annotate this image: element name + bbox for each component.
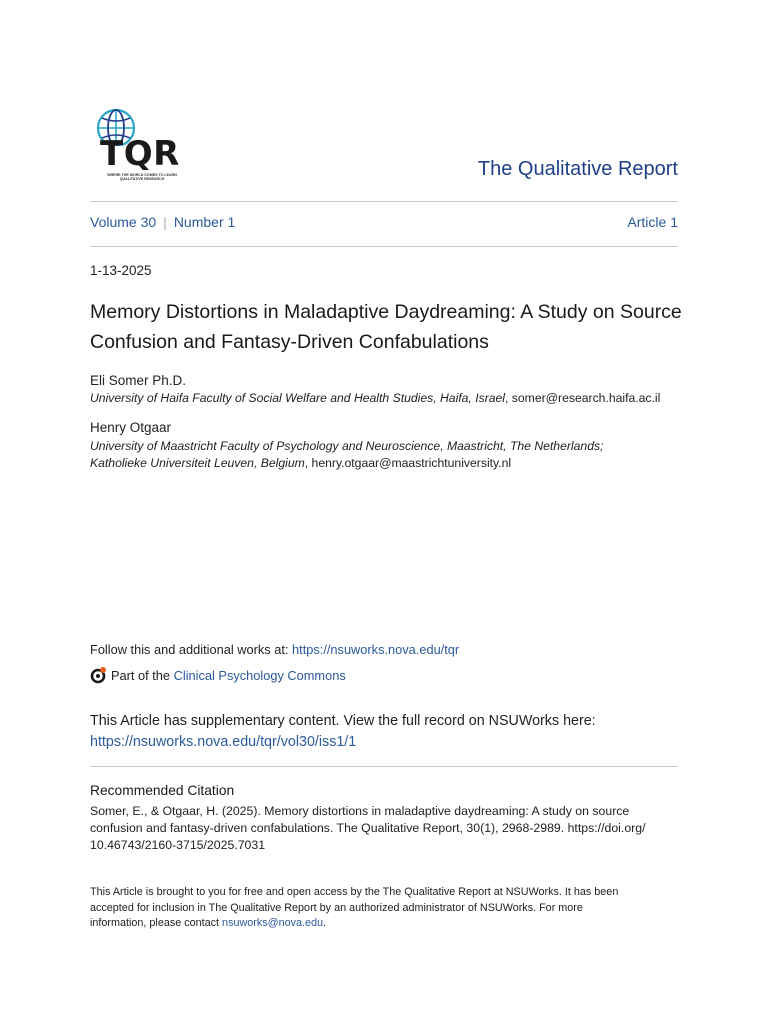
footer-period: . [323,917,327,929]
citation-line: Somer, E., & Otgaar, H. (2025). Memory distortions in maladaptive daydreaming: A study on source [90,804,630,818]
recommended-citation-text [90,803,680,854]
author-affiliation: University of Haifa Faculty of Social Welfare and Health Studies, Haifa, Israel, somer@research.haifa.ac.il [90,391,661,405]
follow-label: Follow this and additional works at: [90,642,289,657]
contact-email-link[interactable]: nsuworks@nova.edu [222,917,324,929]
affiliation-text: University of Haifa Faculty of Social Welfare and Health Studies, Haifa, Israel [90,391,506,405]
footer-line: This Article is brought to you for free and open access by the The Qualitative Report at NSUWorks. It has been [90,886,619,898]
tqr-logo [88,106,184,184]
author-affiliation: University of Maastricht Faculty of Psychology and Neuroscience, Maastricht, The Netherlands; Katholieke Universiteit Leuven, Belgium, henry.otgaar@maastrichtuniversity.nl [90,439,604,470]
author-name: Eli Somer Ph.D. [90,373,187,388]
author-name: Henry Otgaar [90,420,172,435]
citation-line: 10.46743/2160-3715/2025.7031 [90,838,266,852]
issue-row [90,214,678,230]
number-link[interactable]: Number 1 [173,214,236,230]
footer-contact-label: information, please contact [90,917,220,929]
separator: | [163,214,167,230]
footer-line [90,916,680,932]
supplementary-notice [90,711,690,753]
journal-title-link[interactable]: The Qualitative Report [477,158,678,180]
affiliation-text: Katholieke Universiteit Leuven, Belgium [90,455,305,470]
access-footer [90,885,680,932]
divider [90,201,678,202]
author-email: henry.otgaar@maastrichtuniversity.nl [311,455,512,470]
clinical-psychology-commons-link[interactable]: Clinical Psychology Commons [173,667,346,683]
citation-line: confusion and fantasy-driven confabulations. The Qualitative Report, 30(1), 2968-2989. https://doi.org/ [90,821,646,835]
author-email: somer@research.haifa.ac.il [511,391,661,405]
affiliation-text: University of Maastricht Faculty of Psychology and Neuroscience, Maastricht, The Netherlands; [90,439,604,453]
volume-link[interactable]: Volume 30 [90,214,157,230]
logo-tagline: WHERE THE WORLD COMES TO LEARN QUALITATIVE RESEARCH [107,173,177,182]
part-of-line [90,666,346,684]
publication-date: 1-13-2025 [90,263,152,278]
part-of-label: Part of the [111,667,171,683]
follow-line [90,642,459,657]
supplementary-url-link[interactable]: https://nsuworks.nova.edu/tqr/vol30/iss1/1 [90,734,357,750]
recommended-citation-heading: Recommended Citation [90,783,235,798]
follow-url-link[interactable]: https://nsuworks.nova.edu/tqr [292,642,460,657]
divider [90,766,678,767]
article-link[interactable]: Article 1 [627,214,678,230]
logo-text: TQR [100,134,180,174]
commons-network-icon [90,666,108,684]
divider [90,246,678,247]
supplementary-text: This Article has supplementary content. View the full record on NSUWorks here: [90,713,596,729]
footer-line: accepted for inclusion in The Qualitative Report by an authorized administrator of NSUWorks. For more [90,901,583,914]
article-title: Memory Distortions in Maladaptive Daydreaming: A Study on Source Confusion and Fantasy-Driven Confabulations [90,301,682,353]
